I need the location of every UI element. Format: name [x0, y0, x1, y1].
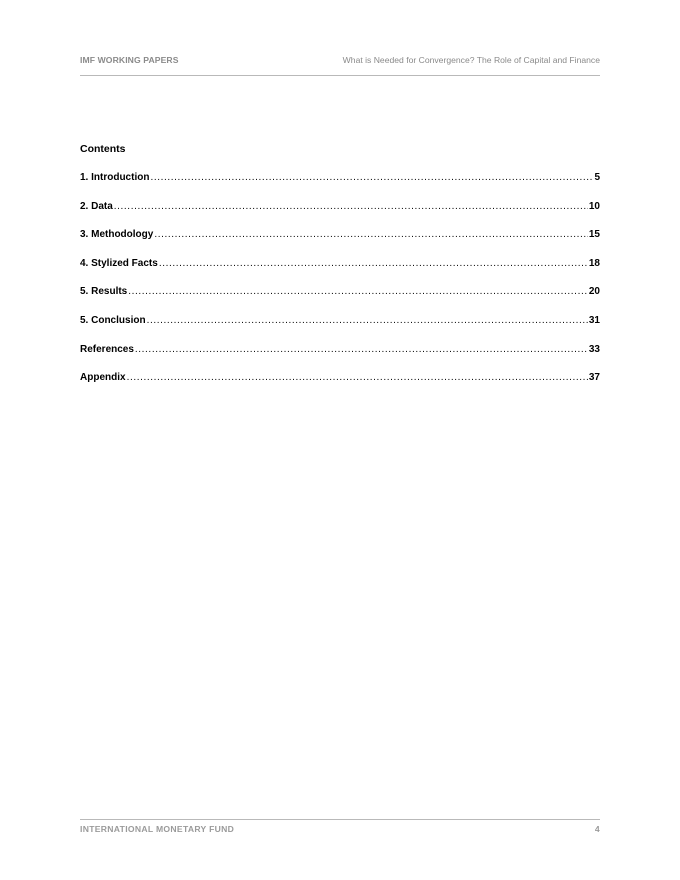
toc-dot-leader [127, 372, 588, 383]
contents-heading: Contents [80, 143, 126, 155]
toc-entry-label: 5. Conclusion [80, 314, 146, 326]
running-header [80, 55, 600, 69]
toc-entry-page: 10 [588, 200, 600, 212]
toc-entry-appendix[interactable] [80, 372, 600, 401]
toc-entry-label: 4. Stylized Facts [80, 257, 158, 269]
toc-entry-stylized-facts[interactable] [80, 258, 600, 287]
toc-entry-label: Appendix [80, 372, 126, 384]
toc-entry-introduction[interactable] [80, 172, 600, 201]
toc-entry-label: 1. Introduction [80, 172, 150, 183]
toc-dot-leader [150, 172, 593, 183]
toc-entry-label: 5. Results [80, 286, 128, 298]
toc-entry-methodology[interactable] [80, 229, 600, 258]
toc-dot-leader [159, 258, 588, 269]
toc-dot-leader [114, 201, 588, 212]
toc-entry-page: 20 [588, 286, 600, 298]
toc-entry-label: 3. Methodology [80, 229, 154, 241]
series-title: IMF WORKING PAPERS [80, 55, 179, 65]
toc-entry-page: 33 [588, 343, 600, 355]
page-number: 4 [594, 824, 600, 834]
toc-dot-leader [135, 344, 588, 355]
toc-entry-page: 15 [588, 229, 600, 241]
toc-entry-results[interactable] [80, 286, 600, 315]
toc-entry-label: 2. Data [80, 200, 113, 212]
footer-divider [80, 819, 600, 820]
toc-entry-references[interactable] [80, 344, 600, 373]
toc-entry-label: References [80, 343, 134, 355]
toc-dot-leader [147, 315, 588, 326]
toc-entry-page: 37 [588, 372, 600, 384]
running-footer [80, 824, 600, 838]
toc-entry-conclusion[interactable] [80, 315, 600, 344]
publisher-name: INTERNATIONAL MONETARY FUND [80, 824, 235, 834]
paper-title: What is Needed for Convergence? The Role of Capital and Finance [342, 55, 600, 65]
toc-entry-data[interactable] [80, 201, 600, 230]
toc-dot-leader [128, 286, 588, 297]
toc-entry-page: 5 [594, 172, 600, 183]
toc-entry-page: 31 [588, 314, 600, 326]
toc-dot-leader [154, 229, 588, 240]
table-of-contents [80, 172, 600, 401]
toc-entry-page: 18 [588, 257, 600, 269]
header-divider [80, 75, 600, 76]
